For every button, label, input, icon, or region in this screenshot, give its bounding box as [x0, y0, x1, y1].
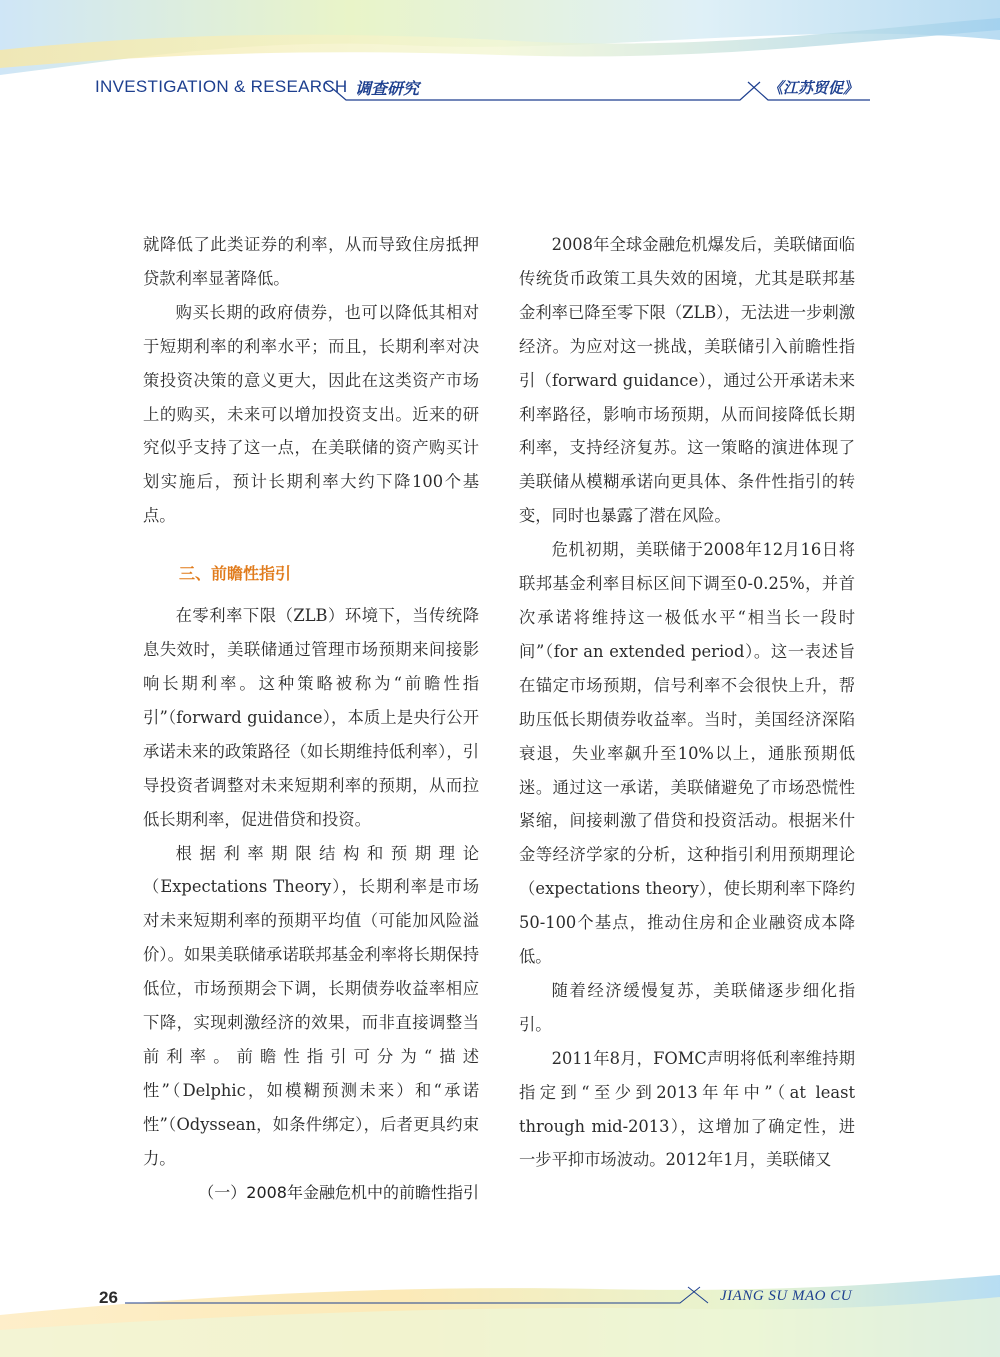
paragraph: 根据利率期限结构和预期理论（Expectations Theory），长期利率是市场对未来短期利率的预期平均值（可能加风险溢价）。如果美联储承诺联邦基金利率将长期保持低位，市场预期会下调，长期债券收益率相应下降，实现刺激经济的效果，而非直接调整当前利率。前瞻性指引可分为“描述性”（Delphic，如模糊预测未来）和“承诺性”（Odyssean，如条件绑定），后者更具约束力。	[143, 843, 479, 1168]
footer-magazine-name: JIANG SU MAO CU	[720, 1288, 853, 1304]
header-section-english: INVESTIGATION & RESEARCH	[95, 77, 348, 96]
section-heading: 三、前瞻性指引	[179, 564, 292, 584]
paragraph: 购买长期的政府债券，也可以降低其相对于短期利率的利率水平；而且，长期利率对决策投资决策的意义更大，因此在这类资产市场上的购买，未来可以增加投资支出。近来的研究似乎支持了这一点，在美联储的资产购买计划实施后，预计长期利率大约下降100个基点。	[143, 302, 479, 526]
paragraph: 2011年8月，FOMC声明将低利率维持期指定到“至少到2013年年中”（at least through mid-2013），这增加了确定性，进一步平抑市场波动。2012年1月，美联储又	[519, 1048, 855, 1170]
header-section-chinese: 调查研究	[355, 79, 420, 98]
paragraph: 2008年全球金融危机爆发后，美联储面临传统货币政策工具失效的困境，尤其是联邦基金利率已降至零下限（ZLB），无法进一步刺激经济。为应对这一挑战，美联储引入前瞻性指引（forward guidance），通过公开承诺未来利率路径，影响市场预期，从而间接降低长期利率，支持经济复苏。这一策略的演进体现了美联储从模糊承诺向更具体、条件性指引的转变，同时也暴露了潜在风险。	[519, 235, 855, 526]
subsection-heading: （一）2008年金融危机中的前瞻性指引	[198, 1182, 479, 1202]
right-column	[519, 228, 855, 1177]
page-number: 26	[99, 1288, 118, 1307]
paragraph: 在零利率下限（ZLB）环境下，当传统降息失效时，美联储通过管理市场预期来间接影响长期利率。这种策略被称为“前瞻性指引”（forward guidance），本质上是央行公开承诺未来的政策路径（如长期维持低利率），引导投资者调整对未来短期利率的预期，从而拉低长期利率，促进借贷和投资。	[143, 606, 479, 829]
header-magazine-title: 《江苏贸促》	[768, 79, 859, 97]
paragraph: 危机初期，美联储于2008年12月16日将联邦基金利率目标区间下调至0-0.25%，并首次承诺将维持这一极低水平“相当长一段时间”（for an extended period）。这一表述旨在锚定市场预期，信号利率不会很快上升，帮助压低长期债券收益率。当时，美国经济深陷衰退，失业率飙升至10%以上，通胀预期低迷。通过这一承诺，美联储避免了市场恐慌性紧缩，间接刺激了借贷和投资活动。根据米什金等经济学家的分析，这种指引利用预期理论（expectations theory），使长期利率下降约50-100个基点，推动住房和企业融资成本降低。	[519, 540, 855, 967]
left-column	[143, 228, 479, 1210]
paragraph: 就降低了此类证券的利率，从而导致住房抵押贷款利率显著降低。	[143, 235, 479, 288]
paragraph: 随着经济缓慢复苏，美联储逐步细化指引。	[519, 980, 855, 1034]
